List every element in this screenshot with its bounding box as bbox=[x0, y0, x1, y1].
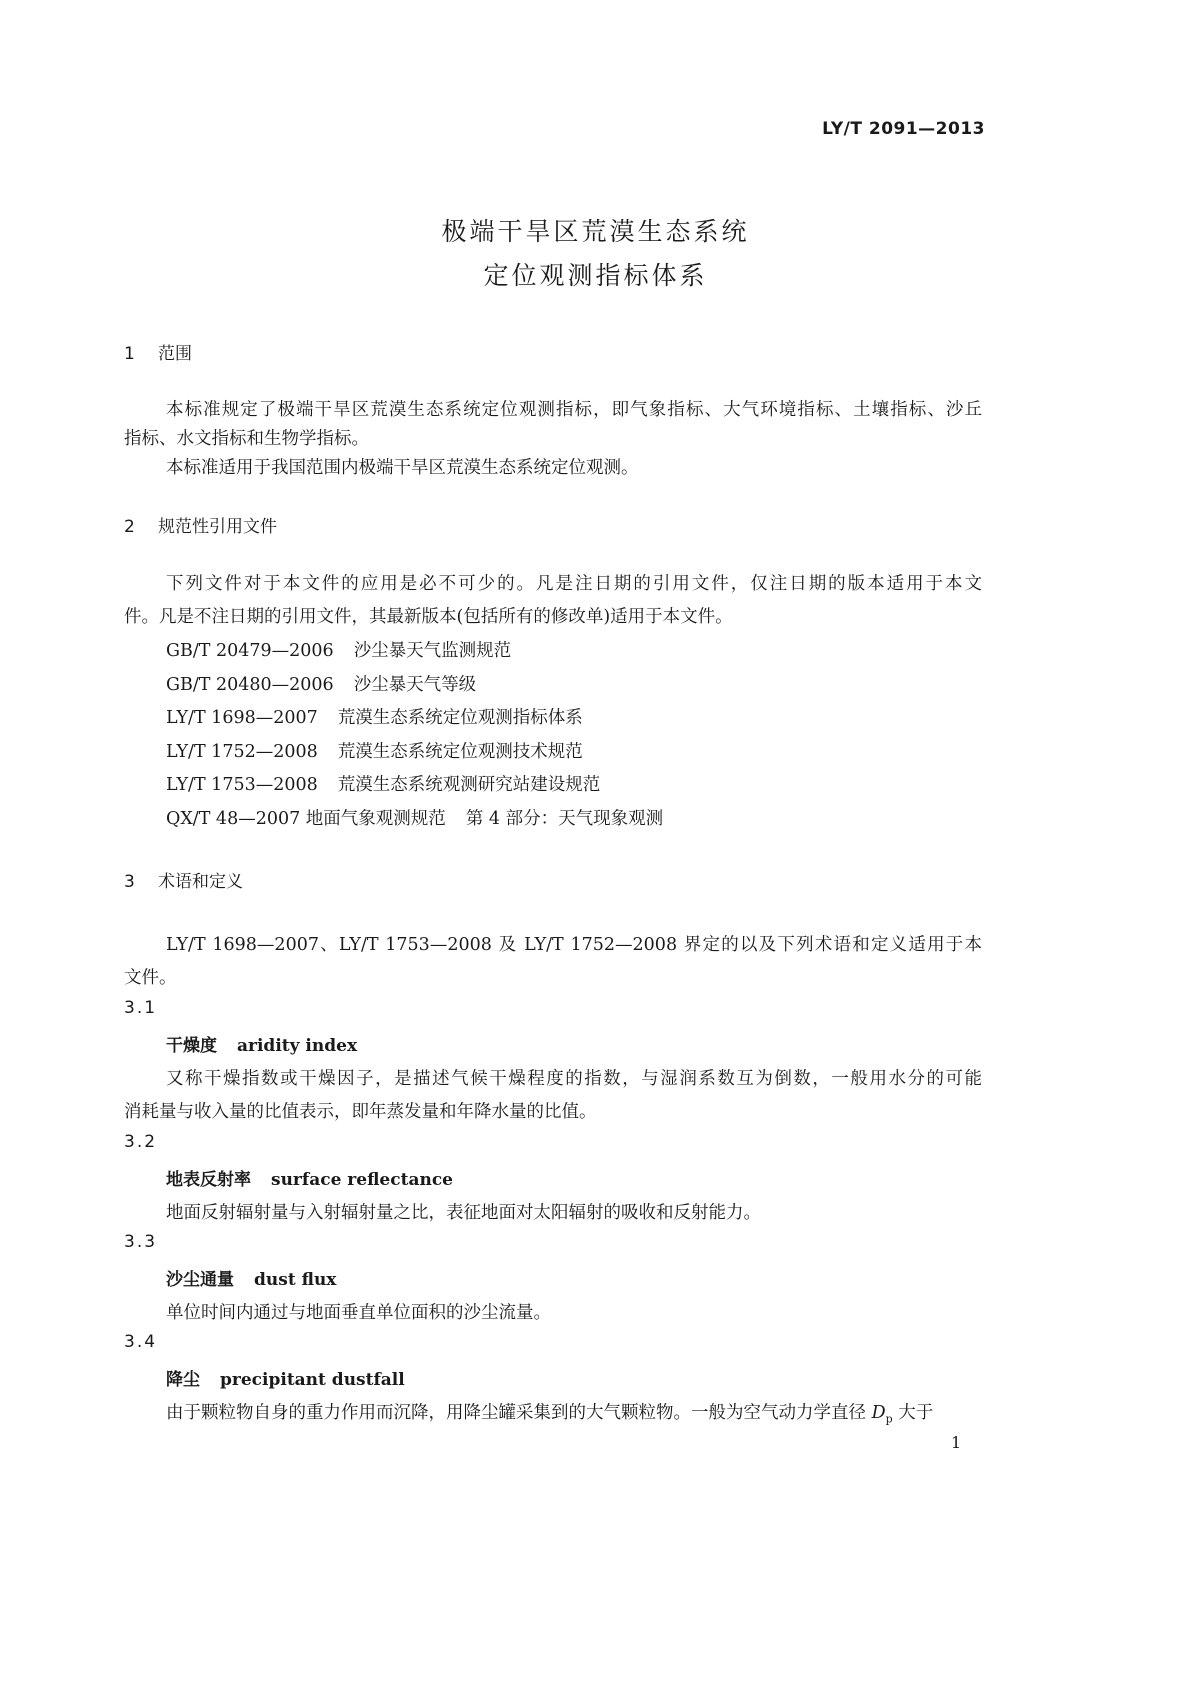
document-title-line2: 定位观测指标体系 bbox=[483, 261, 708, 290]
reference-title: 沙尘暴天气监测规范 bbox=[353, 641, 512, 661]
term-heading bbox=[166, 1031, 357, 1056]
reference-item bbox=[166, 704, 583, 729]
reference-title: 荒漠生态系统定位观测技术规范 bbox=[337, 742, 583, 762]
term-zh: 降尘 bbox=[166, 1370, 200, 1390]
s1-paragraph-1-line1: 本标准规定了极端干旱区荒漠生态系统定位观测指标，即气象指标、大气环境指标、土壤指标、沙丘 bbox=[166, 400, 982, 420]
section-number: 2 bbox=[124, 517, 135, 537]
reference-code: QX/T 48—2007 地面气象观测规范 bbox=[166, 809, 446, 829]
s3-paragraph-line2: 文件。 bbox=[124, 968, 177, 988]
term-definition-line2: 消耗量与收入量的比值表示，即年蒸发量和年降水量的比值。 bbox=[124, 1102, 597, 1122]
reference-title: 第 4 部分：天气现象观测 bbox=[465, 809, 664, 829]
standard-number: LY/T 2091—2013 bbox=[822, 119, 985, 139]
reference-item bbox=[166, 637, 511, 662]
section-title: 范围 bbox=[158, 344, 192, 364]
term-en: surface reflectance bbox=[271, 1170, 453, 1190]
reference-title: 沙尘暴天气等级 bbox=[353, 675, 477, 695]
term-zh: 地表反射率 bbox=[166, 1170, 251, 1190]
s1-paragraph-2: 本标准适用于我国范围内极端干旱区荒漠生态系统定位观测。 bbox=[166, 458, 639, 478]
section-2-heading bbox=[124, 512, 277, 537]
s2-paragraph-line1: 下列文件对于本文件的应用是必不可少的。凡是注日期的引用文件，仅注日期的版本适用于本文 bbox=[166, 574, 982, 594]
reference-item bbox=[166, 771, 600, 796]
term-heading bbox=[166, 1265, 336, 1290]
section-title: 术语和定义 bbox=[158, 872, 243, 892]
term-definition: 单位时间内通过与地面垂直单位面积的沙尘流量。 bbox=[166, 1303, 551, 1323]
term-en: aridity index bbox=[237, 1036, 358, 1056]
term-heading bbox=[166, 1165, 453, 1190]
reference-code: LY/T 1753—2008 bbox=[166, 775, 318, 795]
reference-item bbox=[166, 738, 583, 763]
section-number: 1 bbox=[124, 344, 135, 364]
term-zh: 干燥度 bbox=[166, 1036, 217, 1056]
term-definition-text: 由于颗粒物自身的重力作用而沉降，用降尘罐采集到的大气颗粒物。一般为空气动力学直径 bbox=[166, 1403, 872, 1423]
term-definition bbox=[166, 1399, 933, 1426]
section-number: 3 bbox=[124, 872, 135, 892]
reference-code: GB/T 20479—2006 bbox=[166, 641, 334, 661]
reference-title: 荒漠生态系统定位观测指标体系 bbox=[337, 708, 583, 728]
reference-code: LY/T 1752—2008 bbox=[166, 742, 318, 762]
page-number: 1 bbox=[951, 1433, 962, 1452]
reference-item bbox=[166, 805, 663, 830]
subclause-number: 3.3 bbox=[124, 1232, 158, 1252]
reference-code: GB/T 20480—2006 bbox=[166, 675, 334, 695]
term-definition-line1: 又称干燥指数或干燥因子，是描述气候干燥程度的指数，与湿润系数互为倒数，一般用水分的可能 bbox=[166, 1069, 982, 1089]
section-3-heading bbox=[124, 867, 243, 892]
document-title-line1: 极端干旱区荒漠生态系统 bbox=[441, 217, 750, 246]
s1-paragraph-1-line2: 指标、水文指标和生物学指标。 bbox=[124, 429, 369, 449]
term-definition: 地面反射辐射量与入射辐射量之比，表征地面对太阳辐射的吸收和反射能力。 bbox=[166, 1203, 761, 1223]
term-zh: 沙尘通量 bbox=[166, 1270, 234, 1290]
subclause-number: 3.4 bbox=[124, 1332, 158, 1352]
reference-code: LY/T 1698—2007 bbox=[166, 708, 318, 728]
section-title: 规范性引用文件 bbox=[158, 517, 277, 537]
variable-d: D bbox=[871, 1403, 886, 1423]
reference-title: 荒漠生态系统观测研究站建设规范 bbox=[337, 775, 601, 795]
section-1-heading bbox=[124, 339, 192, 364]
s2-paragraph-line2: 件。凡是不注日期的引用文件，其最新版本(包括所有的修改单)适用于本文件。 bbox=[124, 607, 733, 627]
term-heading bbox=[166, 1365, 405, 1390]
term-en: precipitant dustfall bbox=[220, 1370, 405, 1390]
s3-paragraph-line1: LY/T 1698—2007、LY/T 1753—2008 及 LY/T 1752—2008 界定的以及下列术语和定义适用于本 bbox=[166, 935, 982, 955]
subclause-number: 3.1 bbox=[124, 998, 158, 1018]
term-en: dust flux bbox=[254, 1270, 337, 1290]
variable-subscript: p bbox=[885, 1412, 893, 1426]
reference-item bbox=[166, 671, 476, 696]
term-definition-text-end: 大于 bbox=[892, 1403, 934, 1423]
subclause-number: 3.2 bbox=[124, 1132, 158, 1152]
